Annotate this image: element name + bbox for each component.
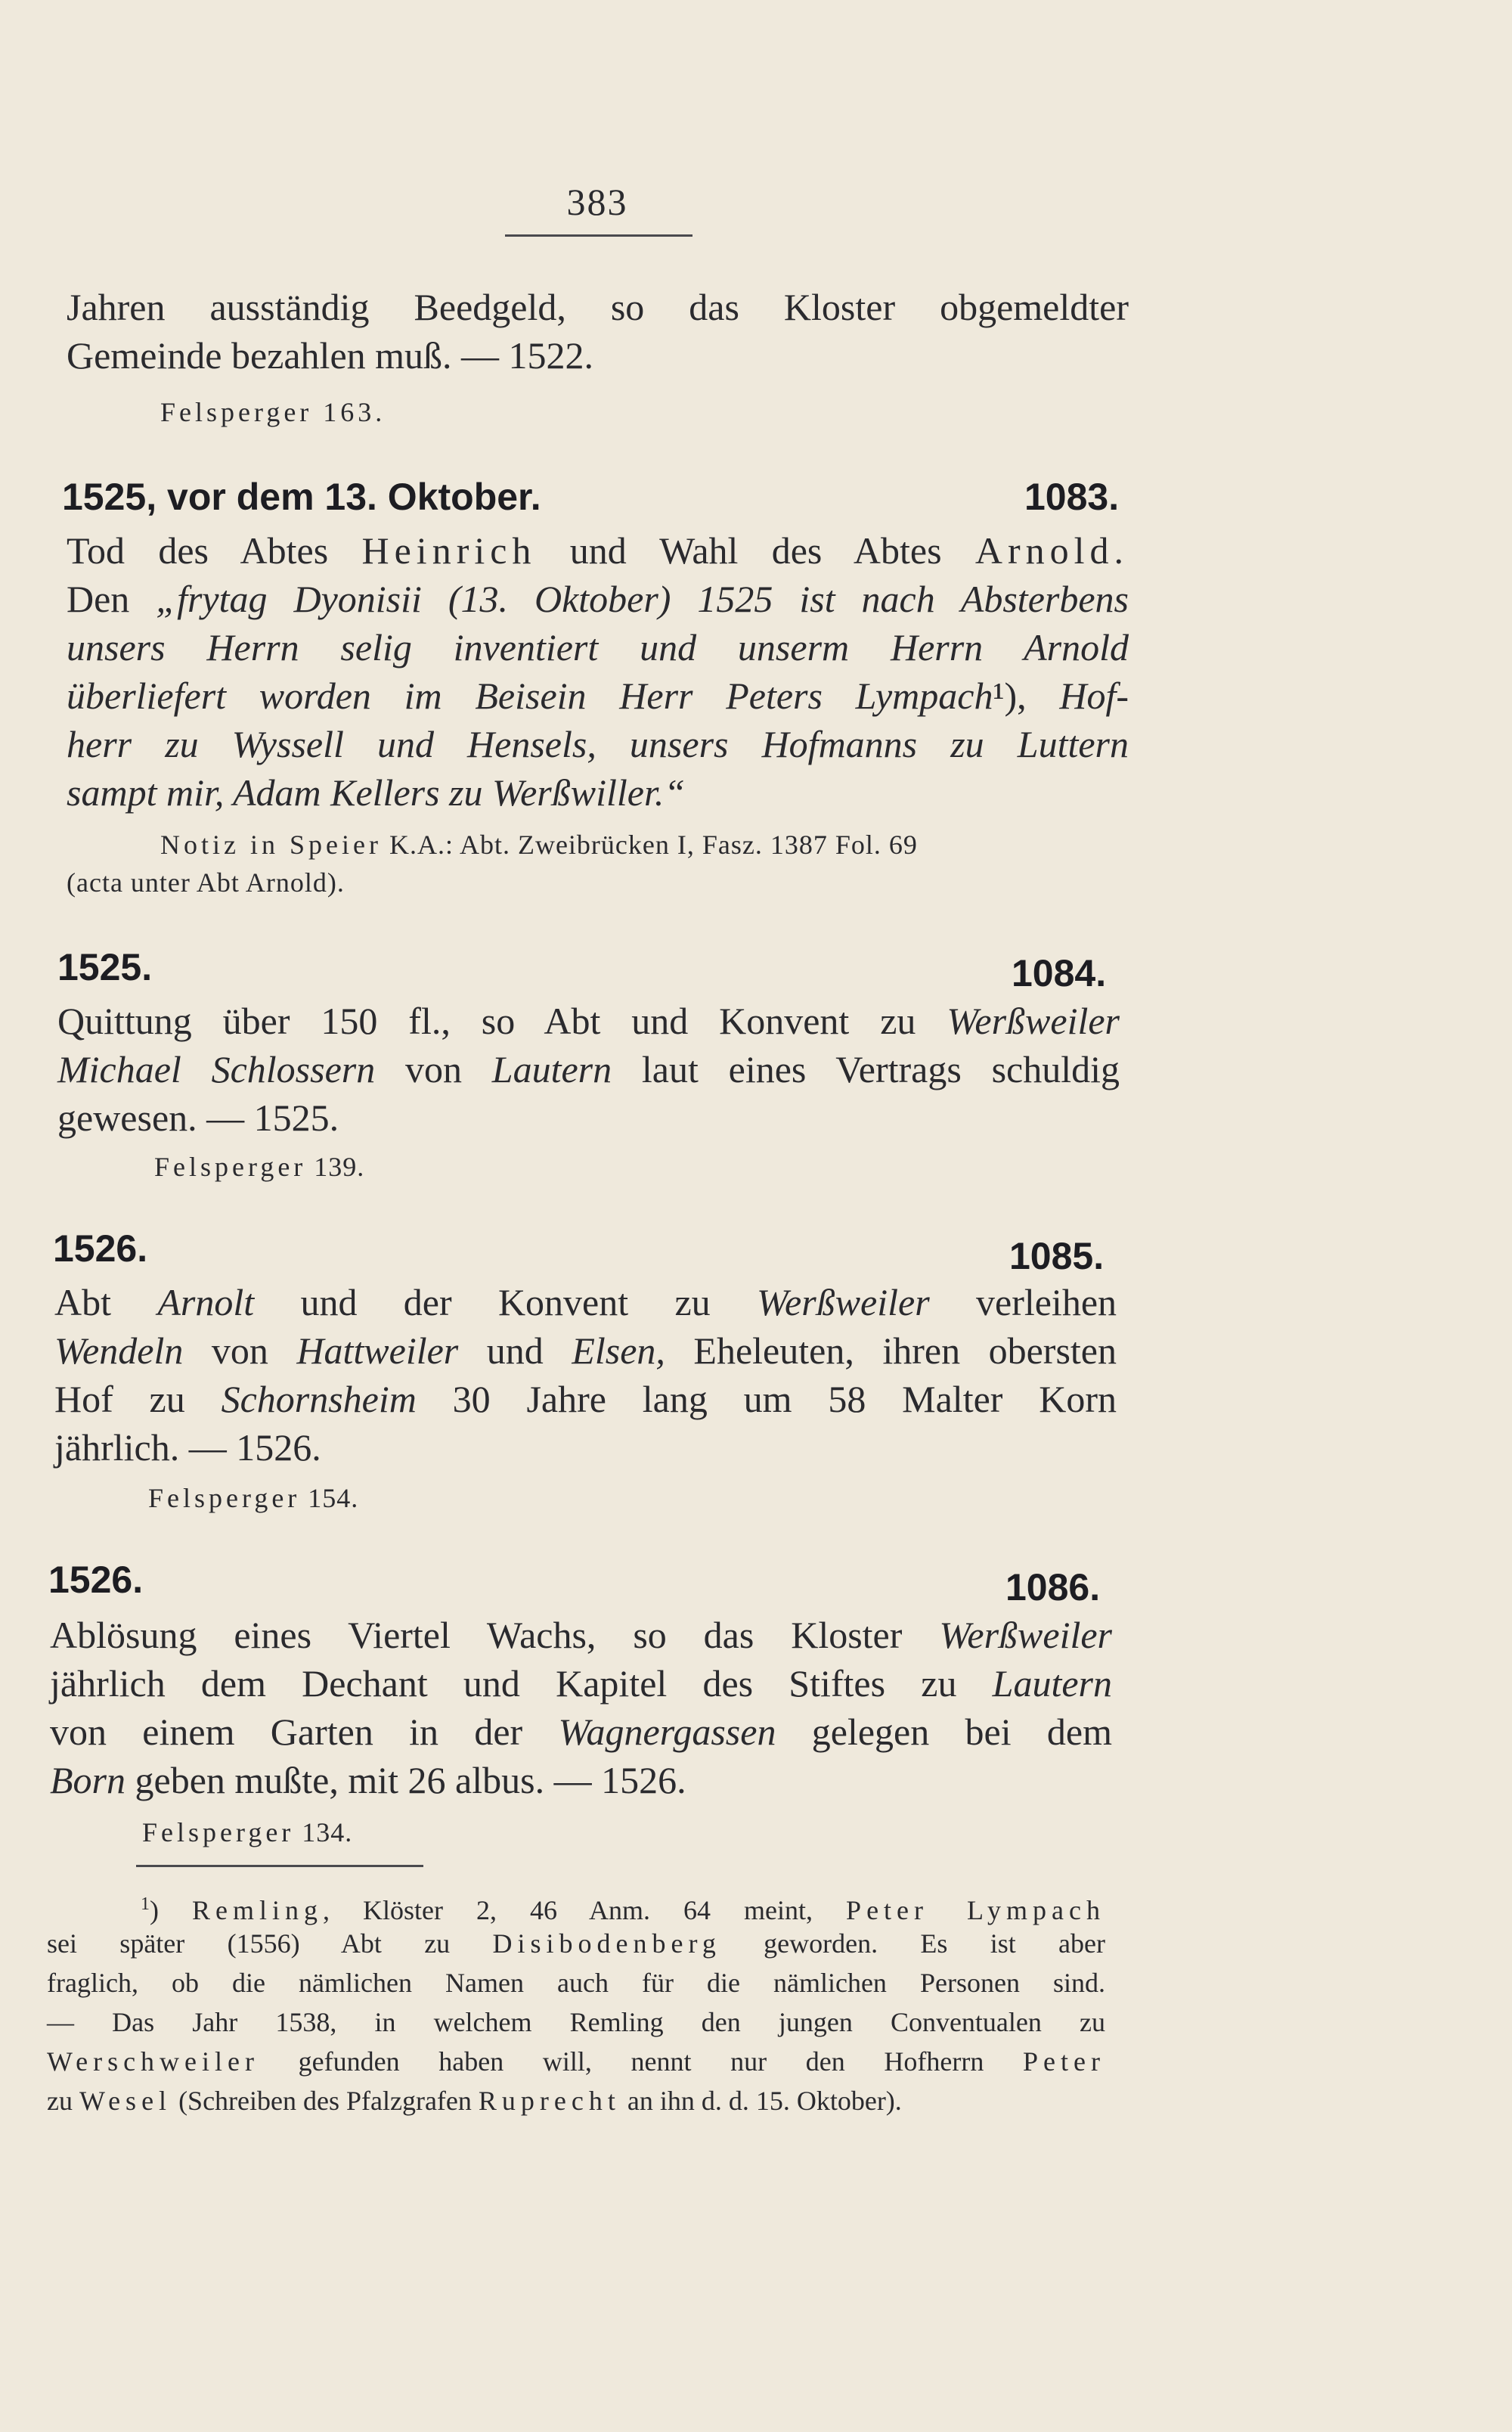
text-run: Werschweiler [47,2046,259,2077]
text-run: Ruprecht [478,2086,621,2116]
entry-1086-date: 1526. [48,1559,144,1601]
text-run: und der Konvent zu [254,1281,757,1323]
source-line [142,1813,352,1851]
entry-1085-source [148,1479,358,1517]
text-run: von einem Garten in der [50,1711,559,1753]
text-run: (Schreiben des Pfalzgrafen [172,2086,479,2116]
text-run: 134. [294,1817,353,1847]
entry-1084-number: 1084. [1012,952,1107,994]
entry-1083-date: 1525, vor dem 13. Oktober. [62,476,541,518]
source-line [67,864,1129,901]
footnote-line [47,2081,1105,2120]
intro-source [160,393,386,431]
entry-line [67,526,1129,575]
footnote [47,1884,1105,2120]
text-run: ) [150,1895,192,1925]
text-run: — Das Jahr 1538, in welchem Remling den jungen Conventualen zu [47,2007,1105,2037]
text-run: sei später (1556) Abt zu [47,1928,493,1959]
text-run: Hattweiler [296,1329,459,1372]
text-run: Den [67,578,156,620]
entry-line [50,1708,1112,1756]
footnote-line [47,1924,1105,1963]
entry-1084-text [57,997,1120,1142]
entry-line [67,672,1129,720]
text-run: Abt [54,1281,158,1323]
entry-1085-number: 1085. [1009,1235,1105,1277]
text-run: Werßweiler [756,1281,930,1323]
source-line [148,1479,358,1517]
page-number-rule [505,234,692,237]
text-run: gefunden haben will, nennt nur den Hofherrn [259,2046,1024,2077]
text-run: Notiz in Speier [160,830,382,860]
text-run: (acta unter Abt Arnold). [67,867,345,898]
intro-source-text: Felsperger 163. [160,397,386,427]
text-run: Quittung über 150 fl., so Abt und Konvent zu [57,1000,947,1042]
entry-line [54,1278,1117,1326]
text-run: Ablösung eines Viertel Wachs, so das Kloster [50,1614,940,1656]
entry-1086-source [142,1813,352,1851]
entry-line [57,1093,1120,1142]
page-number: 383 [566,181,628,223]
text-run: und [458,1329,572,1372]
text-run: 1 [141,1894,150,1914]
entry-1084-date: 1525. [57,946,153,988]
text-run: K.A.: Abt. Zweibrücken I, Fasz. 1387 Fol. 69 [381,830,918,860]
text-run: Lautern [992,1662,1112,1705]
text-run: Felsperger [154,1152,307,1182]
text-run: 30 Jahre lang um 58 Malter Korn [416,1378,1117,1420]
entry-1085-date: 1526. [53,1227,148,1270]
text-run: fraglich, ob die nämlichen Namen auch für die nämlichen Personen sind. [47,1968,1105,1998]
entry-line [54,1326,1117,1375]
text-run: gelegen bei dem [776,1711,1113,1753]
text-run: sampt mir, Adam Kellers zu Werßwiller.“ [67,771,686,814]
text-run: jährlich dem Dechant und Kapitel des Stiftes zu [50,1662,993,1705]
entry-line [54,1375,1117,1423]
text-run: jährlich. — 1526. [54,1426,321,1469]
entry-1083-source [67,826,1129,901]
text-run: Peter [1023,2046,1105,2077]
entry-line [57,1045,1120,1093]
footnote-line [47,2002,1105,2042]
text-run: Born [50,1759,125,1801]
text-run: gewesen. — 1525. [57,1097,339,1139]
entry-line [67,623,1129,672]
text-run: Eheleuten, ihren obersten [665,1329,1117,1372]
entry-line [67,575,1129,623]
source-line [154,1148,364,1186]
text-run: überliefert worden im Beisein Herr Peters Lympach [67,675,993,717]
text-run: an ihn d. d. 15. Oktober). [620,2086,902,2116]
intro-line: Gemeinde bezahlen muß. — 1522. [67,334,594,377]
footnote-rule [136,1865,423,1867]
text-run: Hof zu [54,1378,222,1420]
footnote-line [47,1884,1105,1924]
entry-line [50,1659,1112,1708]
text-run: Hof- [1059,675,1129,717]
entry-1085-text [54,1278,1117,1472]
entry-1086-number: 1086. [1005,1566,1101,1608]
text-run: Elsen, [572,1329,665,1372]
text-run: Werßweiler [939,1614,1112,1656]
entry-line [54,1423,1117,1472]
text-run: laut eines Vertrags schuldig [612,1048,1120,1090]
text-run: unsers Herrn selig inventiert und unserm Herrn Arnold [67,626,1129,668]
entry-line [67,720,1129,768]
text-run: ¹), [993,675,1060,717]
text-run: Peter Lympach [846,1895,1105,1925]
entry-1083-text [67,526,1129,817]
entry-line [50,1756,1112,1804]
text-run: zu [47,2086,79,2116]
text-run: Disibodenberg [492,1928,721,1959]
text-run: Wesel [79,2086,172,2116]
text-run: herr zu Wyssell und Hensels, unsers Hofmanns zu Luttern [67,723,1129,765]
text-run: Werßweiler [947,1000,1120,1042]
text-run: geworden. Es ist aber [720,1928,1106,1959]
entry-line [57,997,1120,1045]
entry-line [67,768,1129,817]
entry-line [50,1611,1112,1659]
text-run: Remling [192,1895,323,1925]
text-run: Wagnergassen [558,1711,776,1753]
text-run: Arnold. [974,529,1129,572]
footnote-line [47,1963,1105,2002]
text-run: Michael Schlossern [57,1048,376,1090]
text-run: von [375,1048,492,1090]
entry-1084-source [154,1148,364,1186]
text-run: , Klöster 2, 46 Anm. 64 meint, [323,1895,847,1925]
entry-1086-text [50,1611,1112,1804]
text-run: verleihen [929,1281,1117,1323]
intro-paragraph [67,283,1129,380]
text-run: Felsperger [142,1817,295,1847]
source-line [67,826,1129,864]
text-run: Lautern [491,1048,612,1090]
text-run: und Wahl des Abtes [536,529,975,572]
text-run: 154. [300,1483,359,1513]
text-run: von [183,1329,297,1372]
text-run: Felsperger [148,1483,301,1513]
text-run: Arnolt [157,1281,255,1323]
text-run: Wendeln [54,1329,184,1372]
footnote-line [47,2042,1105,2081]
text-run: Heinrich [361,529,537,572]
text-run: 139. [306,1152,365,1182]
entry-1083-number: 1083. [1024,476,1120,518]
text-run: Schornsheim [221,1378,417,1420]
intro-line: Jahren ausständig Beedgeld, so das Kloster obgemeldter [67,286,1129,328]
text-run: Tod des Abtes [67,529,362,572]
text-run: „frytag Dyonisii (13. Oktober) 1525 ist nach Absterbens [156,578,1129,620]
text-run: geben mußte, mit 26 albus. — 1526. [125,1759,686,1801]
